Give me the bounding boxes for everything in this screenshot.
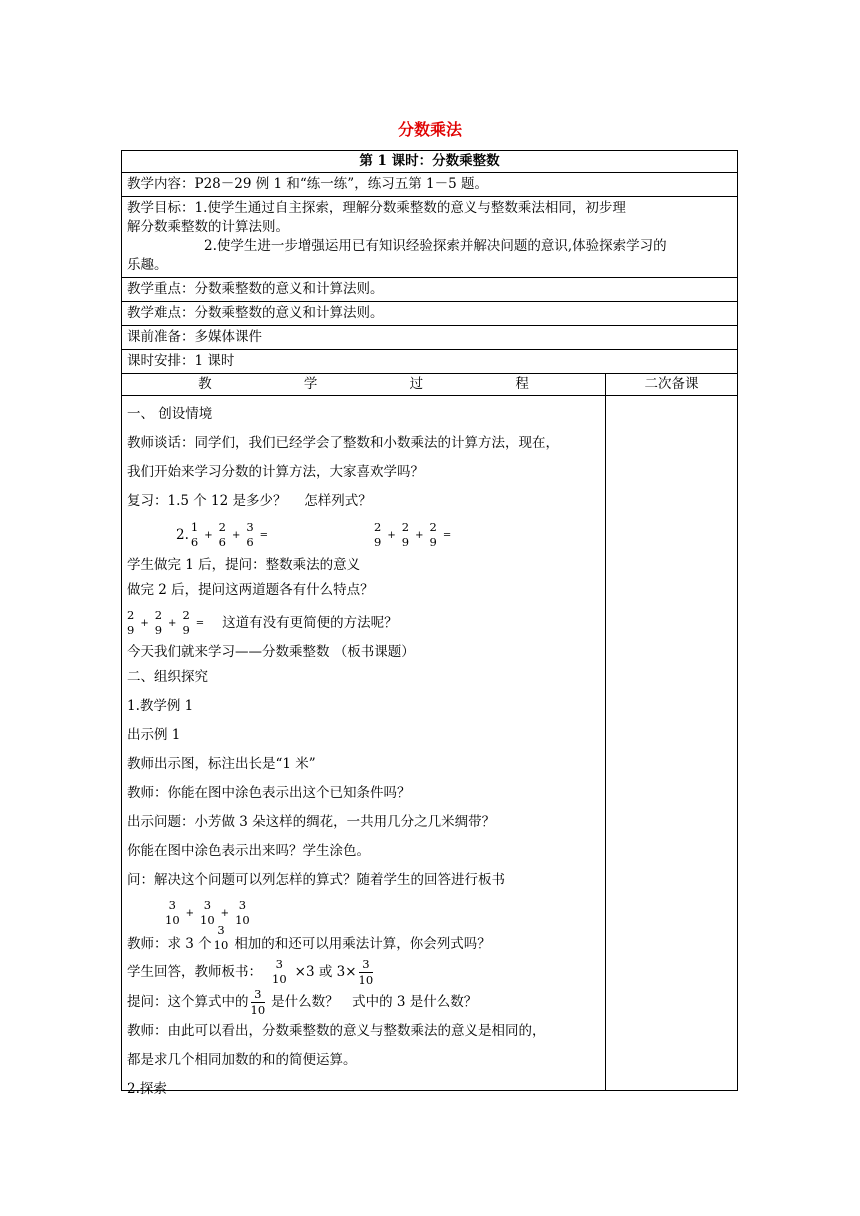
- text-segment: 教师：求 3 个: [127, 935, 212, 952]
- process-header: [122, 374, 606, 395]
- plus-sign: +: [168, 617, 177, 629]
- plus-sign: +: [204, 529, 213, 541]
- goals-line-2: 解分数乘整数的计算法则。: [127, 219, 289, 235]
- second-prep-column: [606, 396, 737, 1090]
- text-line: 做完 2 后，提问这两道题各有什么特点？: [127, 582, 374, 598]
- lesson-plan-table: [121, 150, 738, 1097]
- text-line: 教师出示图，标注出长是“1 米”: [127, 756, 316, 772]
- plus-sign: +: [387, 529, 396, 541]
- fraction: 3 6: [246, 520, 254, 549]
- document-title: 分数乘法: [397, 120, 462, 139]
- fraction: 2 9: [401, 520, 410, 549]
- text-line: 我们开始来学习分数的计算方法，大家喜欢学吗？: [127, 464, 424, 480]
- fraction: 3 10: [165, 898, 180, 927]
- section-2-heading: 二、组织探究: [127, 669, 208, 685]
- simplify-question-line: [127, 605, 601, 641]
- fraction: 3 10: [213, 923, 229, 952]
- schedule-row: 课时安排：1 课时: [122, 350, 737, 374]
- text-segment: 提问：这个算式中的: [127, 993, 249, 1010]
- equals-sign: =: [195, 617, 205, 629]
- plus-sign: +: [231, 529, 241, 541]
- multiplication-question-line: [127, 923, 601, 957]
- text-line: 今天我们就来学习——分数乘整数 （板书课题）: [127, 644, 415, 660]
- goals-line-1: 教学目标：1.使学生通过自主探索，理解分数乘整数的意义与整数乘法相同，初步理: [127, 200, 626, 216]
- goals-row: [122, 197, 737, 278]
- text-line: 1.教学例 1: [127, 698, 194, 714]
- goals-line-3: 2.使学生进一步增强运用已有知识经验探索并解决问题的意识,体验探索学习的: [204, 238, 667, 254]
- plus-sign: +: [220, 907, 230, 919]
- question-text: 这道有没有更简便的方法呢？: [222, 614, 398, 631]
- process-header-row: [122, 374, 737, 396]
- review-line-1: 复习：1.5 个 12 是多少？ 怎样列式？: [127, 493, 372, 509]
- review-prefix: 2.: [176, 526, 189, 543]
- difficulties-row: 教学难点：分数乘整数的意义和计算法则。: [122, 302, 737, 326]
- plus-sign: +: [140, 617, 149, 629]
- text-line: 出示问题：小芳做 3 朵这样的绸花，一共用几分之几米绸带？: [127, 814, 496, 830]
- fraction: $\frac{3}{10}$: [358, 956, 374, 987]
- fraction: $\frac{3}{10}$: [250, 986, 266, 1017]
- text-segment: ×3 或 3×: [294, 963, 357, 980]
- header-char: 过: [409, 376, 424, 392]
- fraction: 2 9: [154, 608, 163, 637]
- plus-sign: +: [185, 907, 195, 919]
- lesson-heading: 第 1 课时：分数乘整数: [122, 151, 737, 173]
- fraction: 3 10: [272, 957, 287, 986]
- text-line: 都是求几个相同加数的和的简便运算。: [127, 1052, 357, 1068]
- question-line: [127, 987, 601, 1017]
- text-segment: 相加的和还可以用乘法计算，你会列式吗？: [234, 935, 491, 952]
- text-line: 教师：由此可以看出，分数乘整数的意义与整数乘法的意义是相同的，: [127, 1023, 546, 1039]
- header-char: 教: [198, 376, 212, 392]
- addition-formula-line: [127, 895, 601, 931]
- fraction: 2 9: [127, 608, 135, 637]
- text-line: 2.探索: [127, 1081, 167, 1097]
- text-line: 教师谈话：同学们，我们已经学会了整数和小数乘法的计算方法，现在，: [127, 435, 559, 451]
- header-char: 程: [515, 376, 529, 392]
- content-row: 教学内容：P28－29 例 1 和“练一练”，练习五第 1－5 题。: [122, 173, 737, 197]
- fraction: 1 6: [190, 520, 199, 549]
- fraction: 2 9: [374, 520, 382, 549]
- header-char: 学: [303, 376, 318, 392]
- text-line: 你能在图中涂色表示出来吗？学生涂色。: [127, 843, 370, 859]
- goals-line-4: 乐趣。: [127, 257, 168, 273]
- text-line: 教师：你能在图中涂色表示出这个已知条件吗？: [127, 785, 411, 801]
- section-1-heading: 一、 创设情境: [127, 406, 213, 422]
- review-line-2: [127, 516, 601, 554]
- fraction: 3 10: [200, 898, 215, 927]
- fraction: 2 9: [182, 608, 190, 637]
- text-line: 学生做完 1 后，提问：整数乘法的意义: [127, 557, 361, 573]
- text-segment: 学生回答，教师板书：: [127, 963, 262, 980]
- text-segment: 是什么数？ 式中的 3 是什么数？: [271, 993, 478, 1010]
- plus-sign: +: [415, 529, 424, 541]
- fraction: 3 10: [235, 898, 250, 927]
- board-writing-line: [127, 957, 601, 987]
- process-body-row: [122, 396, 737, 1097]
- text-line: 问：解决这个问题可以列怎样的算式？随着学生的回答进行板书: [127, 872, 505, 888]
- fraction: 2 9: [429, 520, 437, 549]
- key-points-row: 教学重点：分数乘整数的意义和计算法则。: [122, 278, 737, 302]
- process-content: [122, 396, 606, 1097]
- text-line: 出示例 1: [127, 727, 181, 743]
- second-prep-header: 二次备课: [644, 376, 699, 392]
- equals-sign: =: [442, 529, 452, 541]
- fraction: 2 6: [218, 520, 226, 549]
- preparation-row: 课前准备：多媒体课件: [122, 326, 737, 350]
- equals-sign: =: [259, 529, 269, 541]
